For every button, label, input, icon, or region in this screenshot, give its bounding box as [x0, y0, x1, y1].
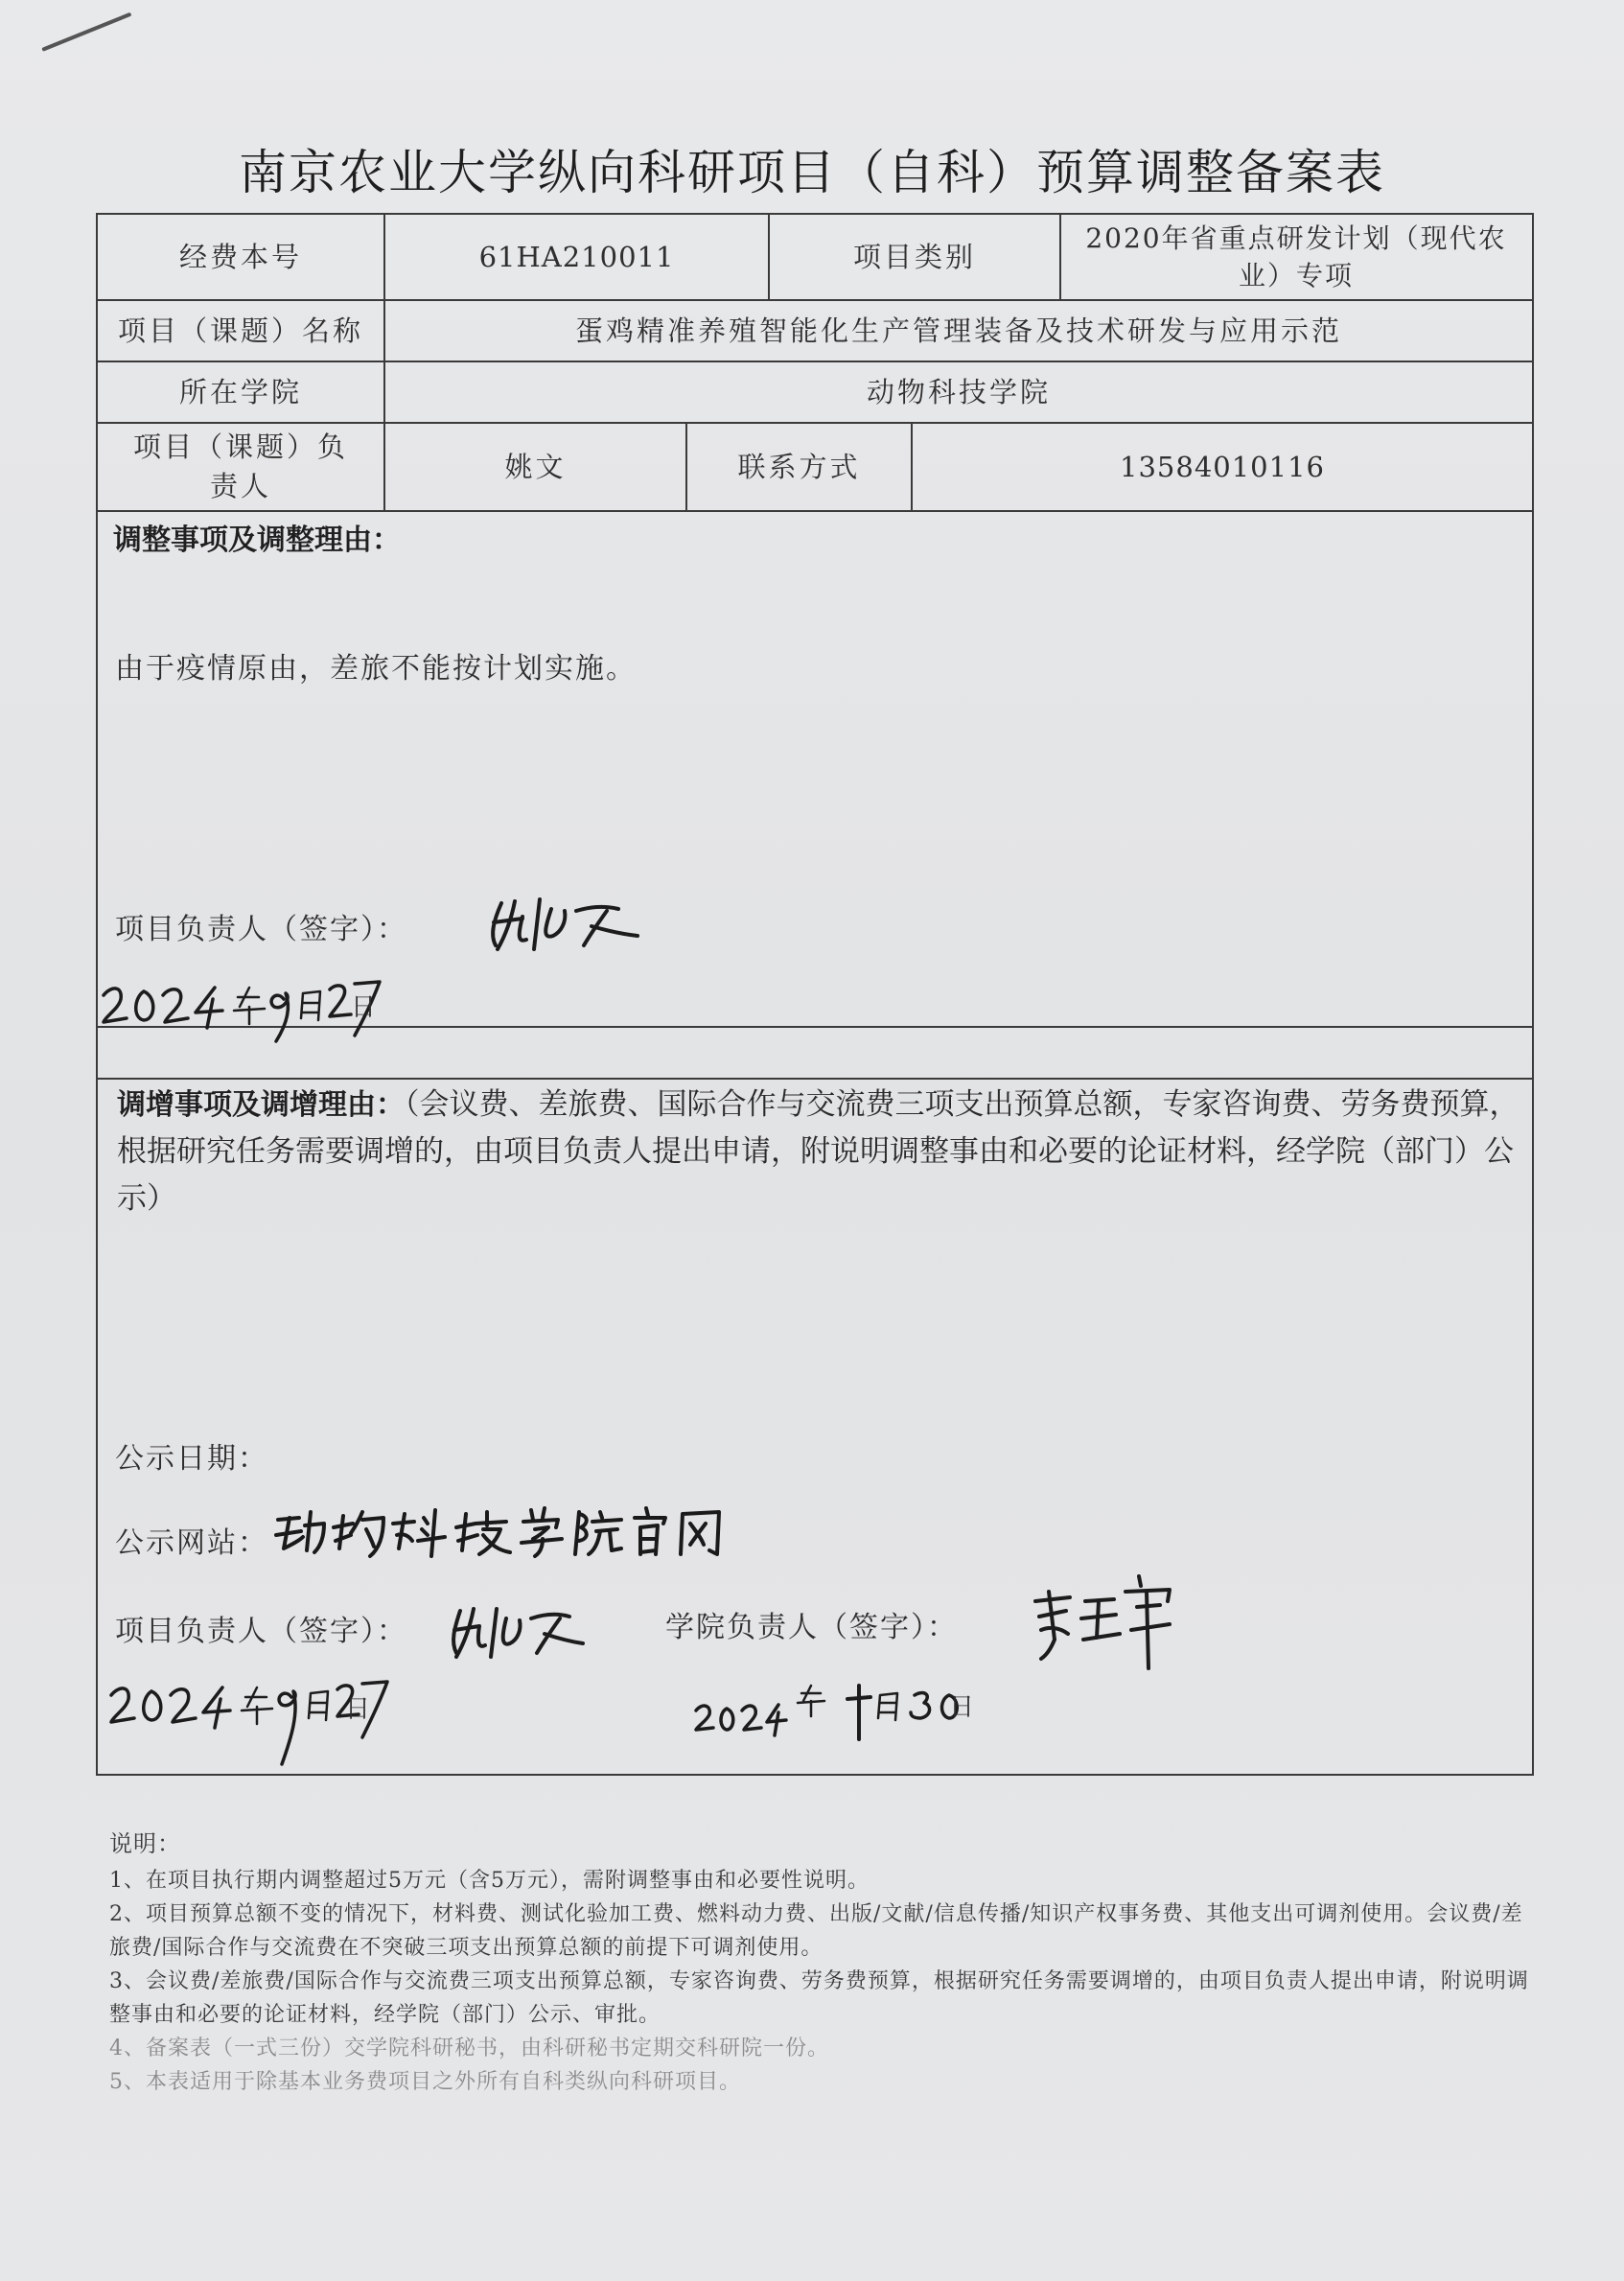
note-item-4: [109, 2032, 1540, 2065]
signature-leader-2: [447, 1592, 591, 1668]
signature-college: [1026, 1563, 1189, 1678]
note-item-2: 2、项目预算总额不变的情况下，材料费、测试化验加工费、燃料动力费、出版/文献/信息传播/知识产权事务费、其他支出可调剂使用。会议费/差旅费/国际合作与交流费在不突破三项支出预算总额的前提下可调剂使用。: [109, 1902, 1523, 1960]
fund-no-value: 61HA210011: [478, 240, 675, 273]
handwritten-date-college: [690, 1672, 978, 1749]
note-item-5-text: 5、本表适用于除基本业务费项目之外所有自科类纵向科研项目。: [109, 2070, 741, 2094]
pen-mark: [41, 12, 131, 52]
adjustment-heading: 调整事项及调整理由：: [113, 524, 401, 557]
contact-value: 13584010116: [1120, 450, 1325, 483]
handwritten-date-1: [96, 968, 383, 1045]
increase-heading: 调增事项及调增理由：: [117, 1088, 405, 1122]
notes-heading: 说明：: [109, 1830, 181, 1857]
handwritten-publish-site: [270, 1491, 731, 1568]
section-adjustment: [96, 510, 1534, 1028]
leader-sign-label-2: 项目负责人（签字）：: [115, 1615, 407, 1648]
fund-no-label: 经费本号: [178, 240, 302, 273]
college-sign-label: 学院负责人（签字）：: [665, 1611, 958, 1644]
contact-label: 联系方式: [737, 450, 861, 483]
note-item-5: [109, 2065, 1540, 2099]
adjustment-sign-label: 项目负责人（签字）：: [115, 913, 407, 946]
adjustment-reason: 由于疫情原由，差旅不能按计划实施。: [115, 652, 637, 686]
college-value: 动物科技学院: [866, 375, 1051, 408]
increase-text: [117, 1082, 1524, 1222]
date-ri-3: 日: [949, 1693, 977, 1722]
date-ri-1: 日: [351, 993, 379, 1022]
college-label: 所在学院: [178, 375, 302, 408]
publish-site-label: 公示网站：: [115, 1526, 268, 1560]
signature-leader-1: [484, 882, 657, 959]
date-ri-2: 日: [345, 1695, 373, 1724]
name-label: 项目（课题）名称: [117, 314, 363, 347]
category-value: 2020年省重点研发计划（现代农业）专项: [1085, 221, 1507, 291]
name-value: 蛋鸡精准养殖智能化生产管理装备及技术研发与应用示范: [574, 314, 1342, 347]
note-item-4-text: 4、备案表（一式三份）交学院科研秘书，由科研秘书定期交科研院一份。: [109, 2037, 829, 2060]
publish-date-label: 公示日期：: [115, 1442, 268, 1476]
category-label: 项目类别: [852, 240, 976, 273]
form-title: 南京农业大学纵向科研项目（自科）预算调整备案表: [239, 145, 1385, 200]
note-item-3: 3、会议费/差旅费/国际合作与交流费三项支出预算总额，专家咨询费、劳务费预算，根据研究任务需要调增的，由项目负责人提出申请，附说明调整事由和必要的论证材料，经学院（部门）公示、审批。: [109, 1969, 1529, 2027]
increase-intro: （会议费、差旅费、国际合作与交流费三项支出预算总额，专家咨询费、劳务费预算，根据研究任务需要调增的，由项目负责人提出申请，附说明调整事由和必要的论证材料，经学院（部门）公示）: [117, 1087, 1520, 1216]
leader-label: 项目（课题）负责人: [132, 431, 348, 502]
note-item-1: 1、在项目执行期内调整超过5万元（含5万元），需附调整事由和必要性说明。: [109, 1869, 870, 1893]
leader-value: 姚文: [504, 450, 567, 483]
